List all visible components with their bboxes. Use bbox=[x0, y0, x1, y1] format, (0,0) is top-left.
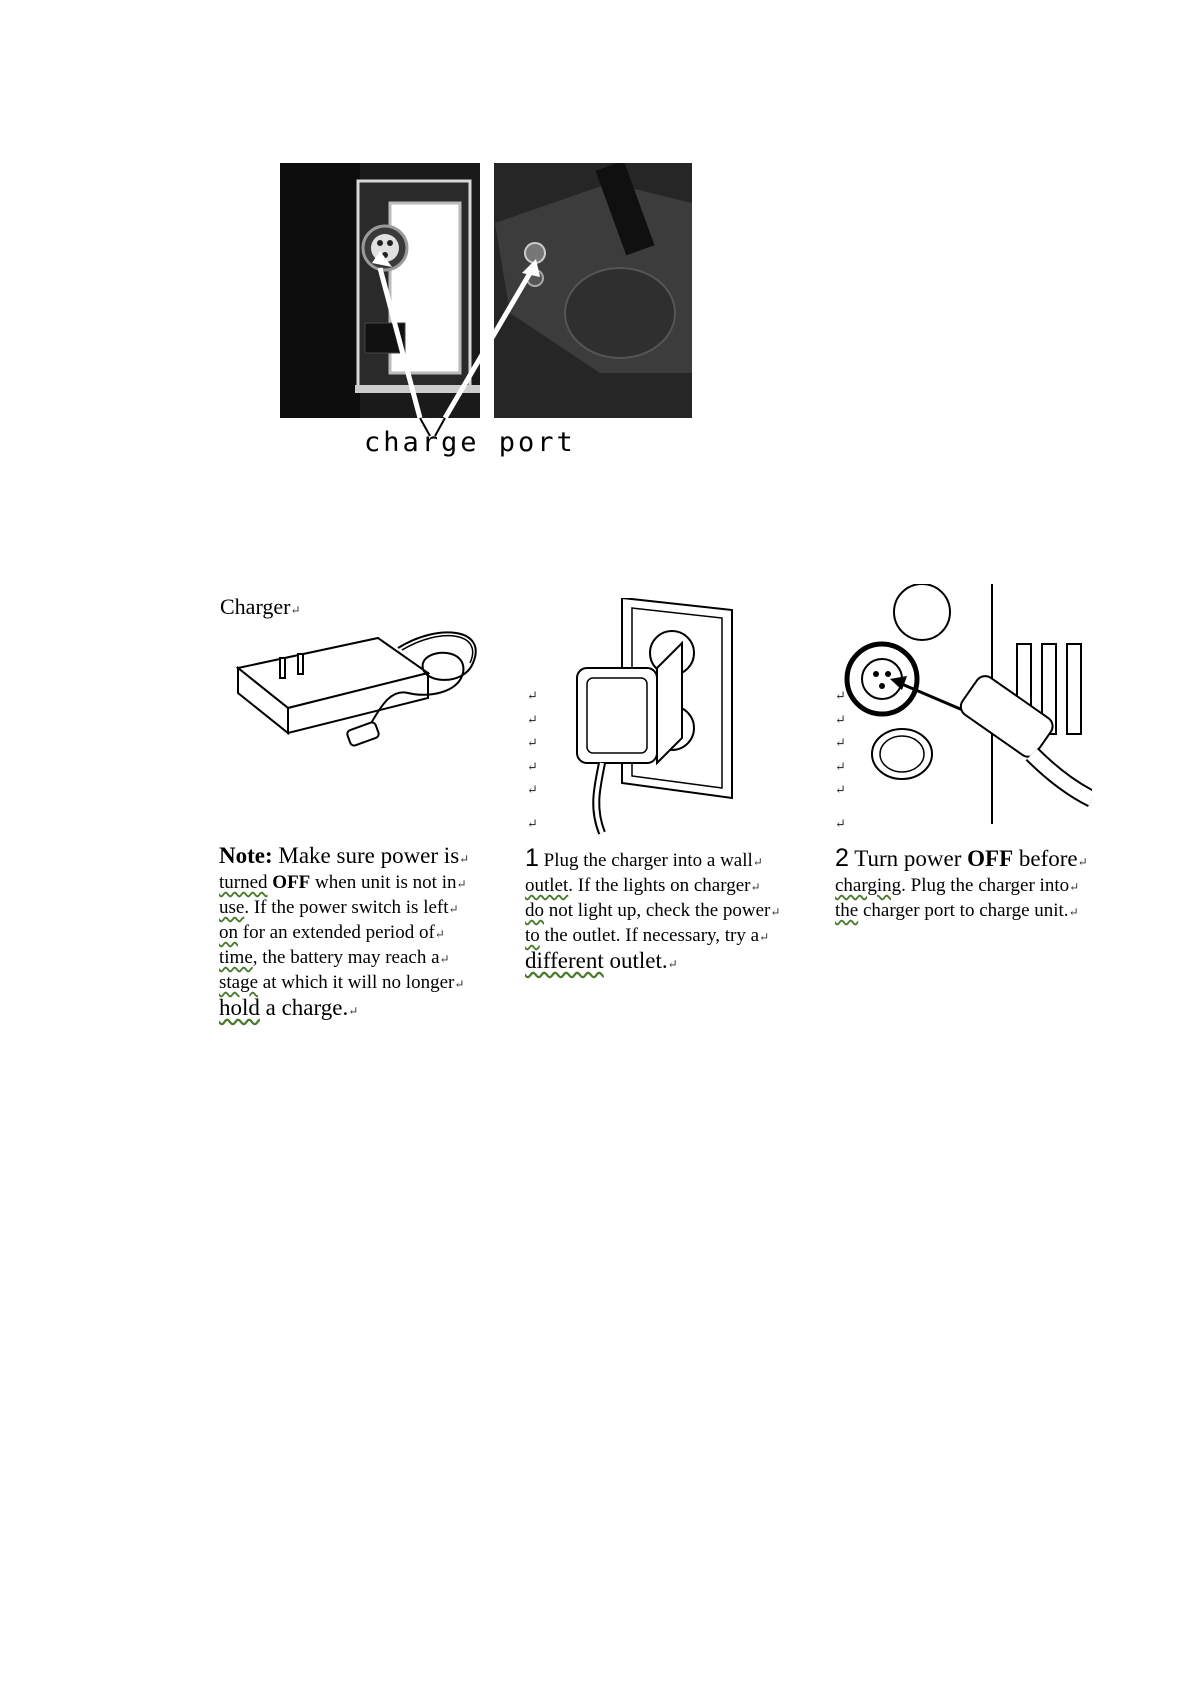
step1-paragraph: 1 Plug the charger into a wall↵ outlet. If the lights on charger↵ do not light up, check the power↵ to the outlet. If necessary, try a↵ different outlet.↵ bbox=[525, 844, 781, 973]
step2-paragraph: 2 Turn power OFF before↵ charging. Plug the charger into↵ the charger port to charge unit.↵ bbox=[835, 844, 1088, 921]
return-marks-col2: ↵ ↵ ↵ ↵ ↵ ↵ bbox=[527, 688, 538, 831]
charge-port-photo bbox=[280, 163, 692, 418]
note-paragraph: Note: Make sure power is↵ turned OFF when unit is not in↵ use. If the power switch is left↵ on for an extended period of↵ time, the battery may reach a↵ stage at which it will no longer↵ hold a charge.↵ bbox=[219, 843, 470, 1020]
charger-port-illustration bbox=[832, 584, 1092, 829]
charger-title: Charger↵ bbox=[220, 594, 301, 619]
charger-illustration bbox=[228, 618, 498, 763]
charge-port-caption: charge port bbox=[364, 427, 576, 458]
wall-outlet-illustration bbox=[572, 598, 752, 843]
return-marks-col3: ↵ ↵ ↵ ↵ ↵ ↵ bbox=[835, 688, 846, 831]
